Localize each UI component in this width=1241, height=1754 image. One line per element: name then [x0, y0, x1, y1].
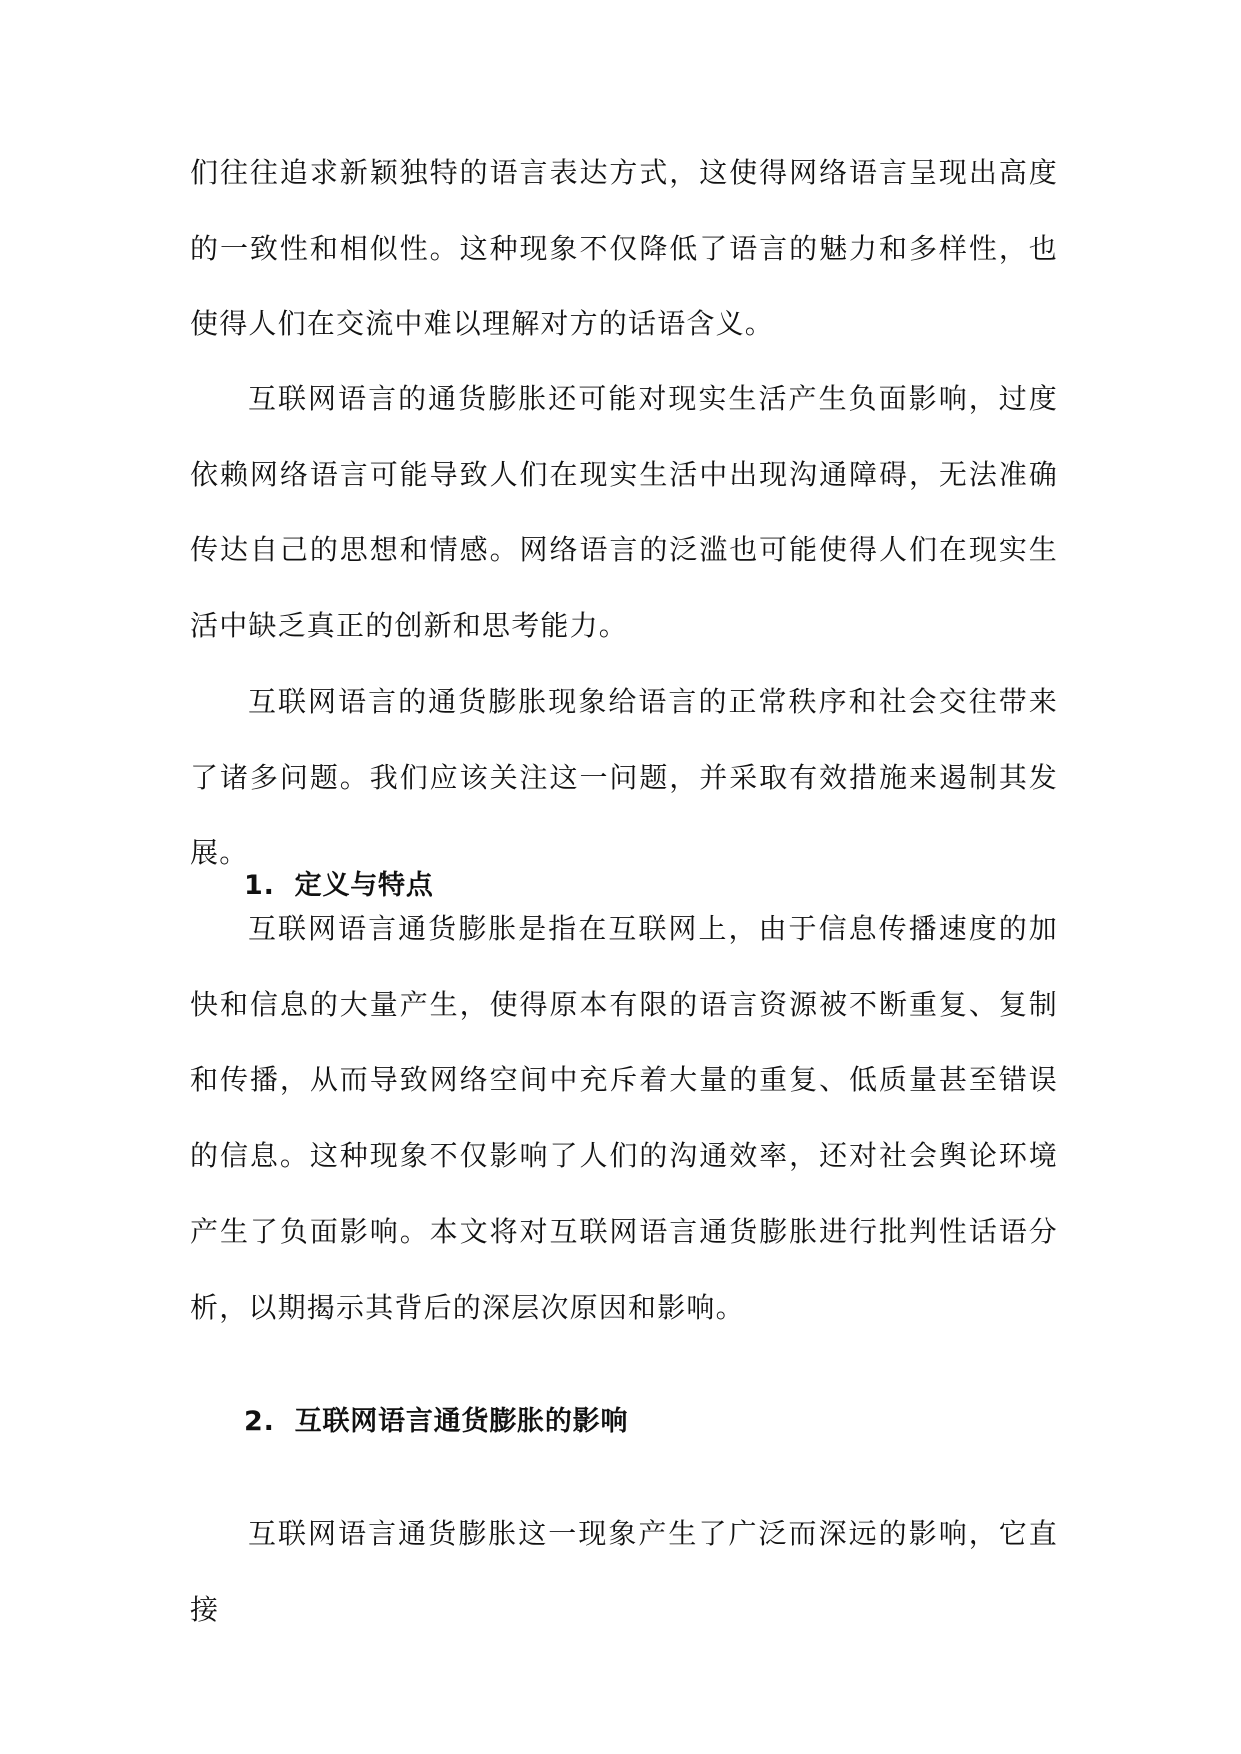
- body-paragraph: 互联网语言通货膨胀这一现象产生了广泛而深远的影响，它直接: [190, 1517, 1058, 1626]
- body-paragraph: 互联网语言通货膨胀是指在互联网上，由于信息传播速度的加快和信息的大量产生，使得原本有限的语言资源被不断重复、复制和传播，从而导致网络空间中充斥着大量的重复、低质量甚至错误的信息。这种现象不仅影响了人们的沟通效率，还对社会舆论环境产生了负面影响。本文将对互联网语言通货膨胀进行批判性话语分析，以期揭示其背后的深层次原因和影响。: [190, 912, 1058, 1324]
- section-number: 2.: [244, 1406, 275, 1437]
- section-heading: [244, 1402, 628, 1442]
- body-paragraph: 互联网语言的通货膨胀还可能对现实生活产生负面影响，过度依赖网络语言可能导致人们在现实生活中出现沟通障碍，无法准确传达自己的思想和情感。网络语言的泛滥也可能使得人们在现实生活中缺乏真正的创新和思考能力。: [190, 382, 1058, 643]
- body-paragraph: 们往往追求新颖独特的语言表达方式，这使得网络语言呈现出高度的一致性和相似性。这种现象不仅降低了语言的魅力和多样性，也使得人们在交流中难以理解对方的话语含义。: [190, 156, 1058, 341]
- section-title: 定义与特点: [294, 870, 434, 901]
- body-paragraph: 互联网语言的通货膨胀现象给语言的正常秩序和社会交往带来了诸多问题。我们应该关注这一问题，并采取有效措施来遏制其发展。: [190, 685, 1058, 870]
- section-number: 1.: [244, 870, 275, 901]
- section-title: 互联网语言通货膨胀的影响: [294, 1406, 629, 1437]
